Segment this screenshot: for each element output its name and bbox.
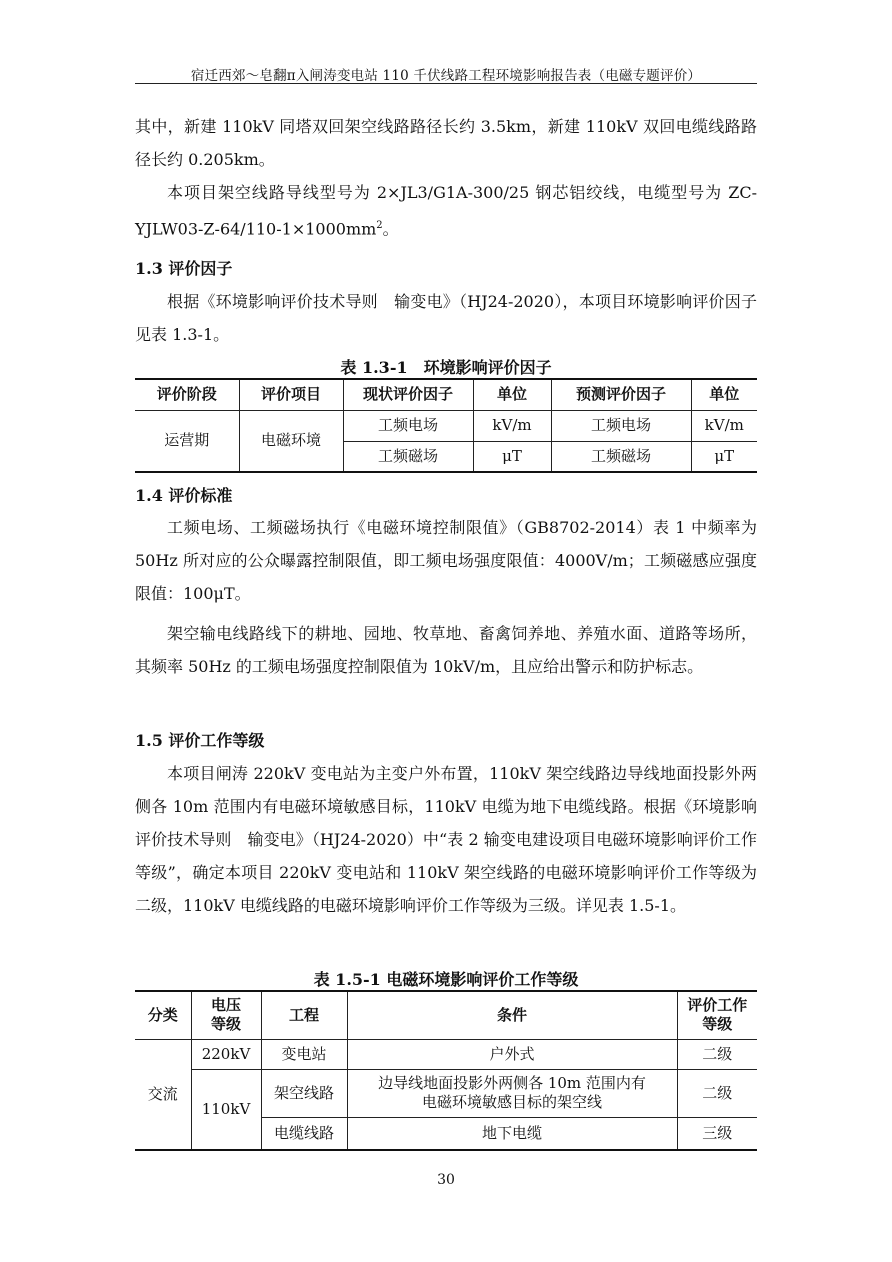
paragraph-conductor-type — [135, 176, 757, 245]
header-rule — [135, 83, 757, 84]
t1-header-unit: 单位 — [473, 379, 551, 410]
t1-header-item: 评价项目 — [239, 379, 343, 410]
heading-1-4: 1.4 评价标准 — [135, 486, 233, 505]
t2-voltage-220-cell: 220kV — [191, 1039, 261, 1069]
t2-level-cell: 二级 — [677, 1069, 757, 1117]
t2-condition-cell: 户外式 — [347, 1039, 677, 1069]
t1-header-predict-factor: 预测评价因子 — [551, 379, 691, 410]
t2-project-cell: 电缆线路 — [261, 1117, 347, 1150]
t1-unit2-cell: kV/m — [691, 410, 757, 441]
heading-1-3: 1.3 评价因子 — [135, 259, 233, 278]
paragraph-overhead-limit: 架空输电线路线下的耕地、园地、牧草地、畜禽饲养地、养殖水面、道路等场所，其频率 50Hz 的工频电场强度控制限值为 10kV/m，且应给出警示和防护标志。 — [135, 624, 757, 676]
t2-project-cell: 架空线路 — [261, 1069, 347, 1117]
t1-unit2-cell: μT — [691, 441, 757, 472]
t2-header-voltage: 电压等级 — [191, 991, 261, 1039]
paragraph-evaluation-factors: 根据《环境影响评价技术导则 输变电》（HJ24-2020），本项目环境影响评价因子见表 1.3-1。 — [135, 292, 757, 344]
paragraph-work-level: 本项目闸涛 220kV 变电站为主变户外布置，110kV 架空线路边导线地面投影外两侧各 10m 范围内有电磁环境敏感目标，110kV 电缆为地下电缆线路。根据《环境影响评价技术导则 输变电》（HJ24-2020）中“表 2 输变电建设项目电磁环境影响评价工作等级”，确定本项目 220kV 变电站和 110kV 架空线路的电磁环境影响评价工作等级为二级，110kV 电缆线路的电磁环境影响评价工作等级为三级。详见表 1.5-1。 — [135, 764, 757, 915]
t1-unit-cell: kV/m — [473, 410, 551, 441]
t2-level-cell: 三级 — [677, 1117, 757, 1150]
t1-unit-cell: μT — [473, 441, 551, 472]
t2-voltage-110-cell: 110kV — [191, 1069, 261, 1150]
t1-item-cell: 电磁环境 — [239, 410, 343, 472]
t1-predict-cell: 工频电场 — [551, 410, 691, 441]
table-1-5-1 — [135, 990, 757, 1151]
t2-header-condition: 条件 — [347, 991, 677, 1039]
t2-condition-cell: 地下电缆 — [347, 1117, 677, 1150]
table-1-3-1-caption: 表 1.3-1 环境影响评价因子 — [340, 358, 552, 377]
t1-current-cell: 工频电场 — [343, 410, 473, 441]
t2-header-category: 分类 — [135, 991, 191, 1039]
t1-header-unit-2: 单位 — [691, 379, 757, 410]
superscript-two: 2 — [376, 220, 383, 231]
paragraph-conductor-end: 。 — [382, 219, 399, 239]
t1-predict-cell: 工频磁场 — [551, 441, 691, 472]
paragraph-conductor-text: 本项目架空线路导线型号为 2×JL3/G1A-300/25 钢芯铝绞线，电缆型号为 ZC-YJLW03-Z-64/110-1×1000mm — [135, 183, 757, 239]
table-1-3-1 — [135, 378, 757, 473]
paragraph-standard-limits: 工频电场、工频磁场执行《电磁环境控制限值》（GB8702-2014）表 1 中频率为 50Hz 所对应的公众曝露控制限值，即工频电场强度限值：4000V/m；工频磁感应强度限值：100μT。 — [135, 518, 757, 603]
t2-condition-cell: 边导线地面投影外两侧各 10m 范围内有电磁环境敏感目标的架空线 — [347, 1069, 677, 1117]
t2-header-project: 工程 — [261, 991, 347, 1039]
t1-stage-cell: 运营期 — [135, 410, 239, 472]
table-1-5-1-caption: 表 1.5-1 电磁环境影响评价工作等级 — [313, 970, 579, 989]
t1-current-cell: 工频磁场 — [343, 441, 473, 472]
t2-level-cell: 二级 — [677, 1039, 757, 1069]
page-header: 宿迁西郊～皂翻π入闸涛变电站 110 千伏线路工程环境影响报告表（电磁专题评价） — [190, 68, 702, 84]
t2-header-level: 评价工作等级 — [677, 991, 757, 1039]
t2-category-cell: 交流 — [135, 1039, 191, 1150]
page-number: 30 — [437, 1172, 455, 1188]
paragraph-line-length: 其中，新建 110kV 同塔双回架空线路路径长约 3.5km，新建 110kV 双回电缆线路路径长约 0.205km。 — [135, 117, 757, 169]
t2-project-cell: 变电站 — [261, 1039, 347, 1069]
t1-header-current-factor: 现状评价因子 — [343, 379, 473, 410]
heading-1-5: 1.5 评价工作等级 — [135, 731, 265, 750]
t1-header-stage: 评价阶段 — [135, 379, 239, 410]
